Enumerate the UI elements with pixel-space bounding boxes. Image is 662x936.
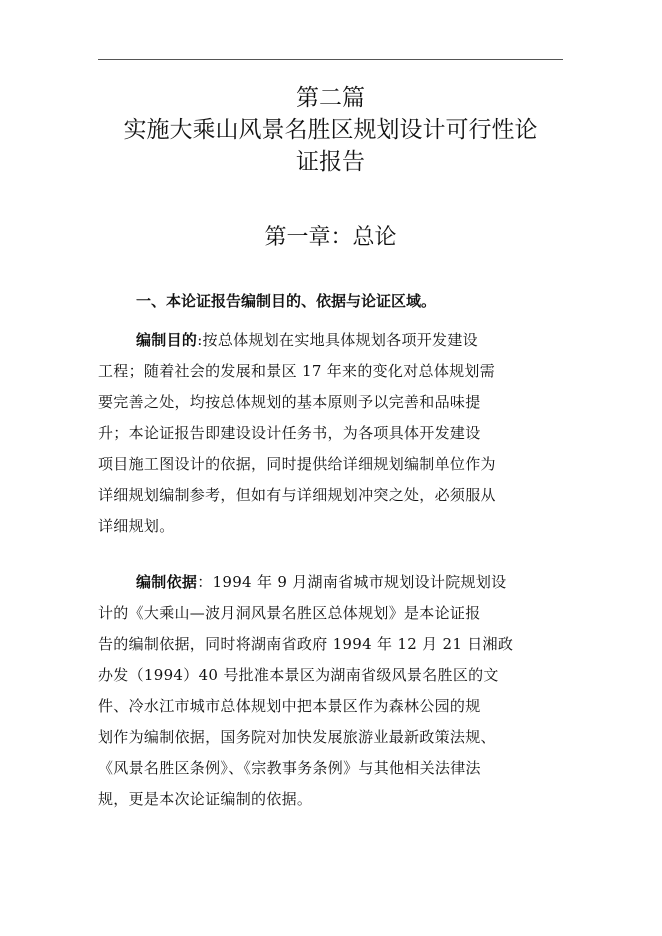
header-rule bbox=[98, 59, 563, 60]
paragraph-line: 详细规划编制参考，但如有与详细规划冲突之处，必须服从 bbox=[98, 486, 496, 504]
paragraph-line: 《风景名胜区条例》、《宗教事务条例》与其他相关法律法 bbox=[98, 759, 481, 777]
paragraph-lead: 编制目的 bbox=[136, 331, 198, 349]
report-title-line-1: 实施大乘山风景名胜区规划设计可行性论 bbox=[123, 117, 538, 143]
paragraph-lead: 编制依据 bbox=[136, 573, 198, 591]
report-title-line-2: 证报告 bbox=[296, 149, 365, 175]
paragraph-line: 要完善之处，均按总体规划的基本原则予以完善和品味提 bbox=[98, 393, 481, 411]
paragraph-purpose bbox=[98, 325, 563, 542]
paragraph-line: 升；本论证报告即建设设计任务书，为各项具体开发建设 bbox=[98, 424, 481, 442]
section-heading: 一、本论证报告编制目的、依据与论证区域。 bbox=[136, 292, 437, 310]
paragraph-line: 工程；随着社会的发展和景区 17 年来的变化对总体规划需 bbox=[98, 362, 496, 380]
paragraph-line: 告的编制依据，同时将湖南省政府 1994 年 12 月 21 日湘政 bbox=[98, 635, 514, 653]
paragraph-line bbox=[98, 567, 563, 598]
chapter-heading: 第一章：总论 bbox=[264, 225, 397, 250]
paragraph-text: ：1994 年 9 月湖南省城市规划设计院规划设 bbox=[197, 573, 507, 591]
paragraph-line: 项目施工图设计的依据，同时提供给详细规划编制单位作为 bbox=[98, 455, 496, 473]
paragraph-line bbox=[98, 325, 563, 356]
part-title: 第二篇 bbox=[296, 85, 365, 111]
paragraph-line: 详细规划。 bbox=[98, 517, 175, 535]
paragraph-text: :按总体规划在实地具体规划各项开发建设 bbox=[197, 331, 478, 349]
paragraph-line: 划作为编制依据，国务院对加快发展旅游业最新政策法规、 bbox=[98, 728, 496, 746]
paragraph-line: 计的《大乘山—波月洞风景名胜区总体规划》是本论证报 bbox=[98, 604, 481, 622]
paragraph-line: 办发（1994）40 号批准本景区为湖南省级风景名胜区的文 bbox=[98, 666, 499, 684]
paragraph-line: 件、冷水江市城市总体规划中把本景区作为森林公园的规 bbox=[98, 697, 481, 715]
document-title bbox=[98, 82, 563, 178]
paragraph-basis bbox=[98, 567, 563, 815]
paragraph-line: 规，更是本次论证编制的依据。 bbox=[98, 790, 313, 808]
